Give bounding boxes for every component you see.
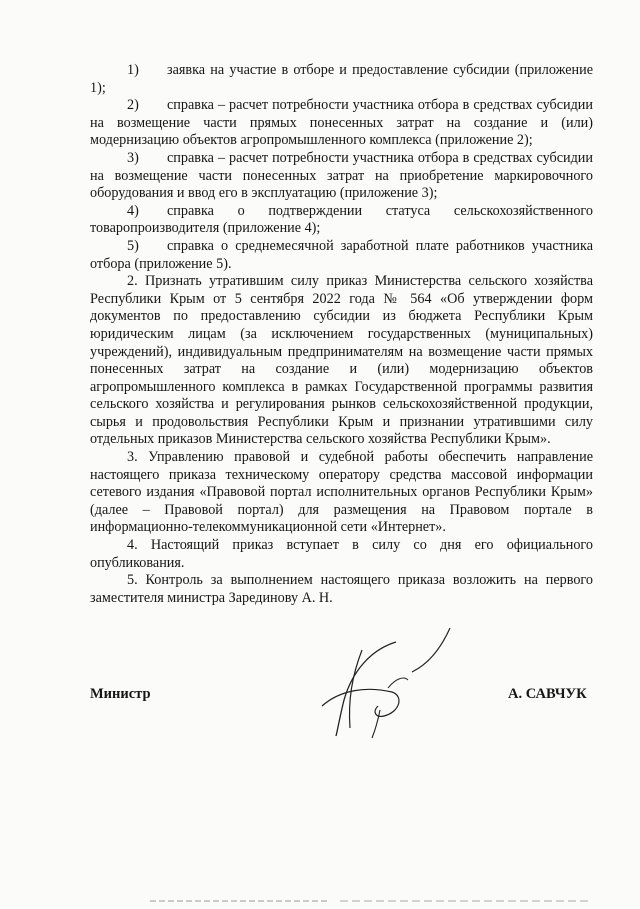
handwritten-signature [300,620,460,740]
list-item-text: справка – расчет потребности участника отбора в средствах субсидии на возмещение части понесенных затрат на приобретение маркировочного оборудования и ввод его в эксплуатацию (приложение 3); [90,149,593,202]
document-body [90,62,593,607]
list-item [90,97,593,150]
signatory-name: А. САВЧУК [508,686,587,702]
list-item-number: 2) [127,97,139,114]
list-item-text: справка о подтверждении статуса сельскохозяйственного товаропроизводителя (приложение 4); [90,202,593,237]
list-item-text: справка о среднемесячной заработной плате работников участника отбора (приложение 5). [90,237,593,272]
footer-rule [0,895,640,909]
list-item [90,150,593,203]
list-item-number: 4) [127,202,139,219]
paragraph-4: 4. Настоящий приказ вступает в силу со дня его официального опубликования. [90,537,593,571]
list-item [90,62,593,97]
list-item [90,238,593,273]
paragraph-5: 5. Контроль за выполнением настоящего приказа возложить на первого заместителя министра Зарединову А. Н. [90,572,593,606]
list-item-text: справка – расчет потребности участника отбора в средствах субсидии на возмещение части прямых понесенных затрат на создание и (или) модернизацию объектов агропромышленного комплекса (приложение 2); [90,97,593,149]
list-item-text: заявка на участие в отборе и предоставление субсидии (приложение 1); [90,62,593,96]
list-item-number: 3) [127,149,139,166]
list-item-number: 5) [127,237,139,254]
list-item [90,203,593,238]
list-item-number: 1) [127,62,139,78]
paragraph-3: 3. Управлению правовой и судебной работы обеспечить направление настоящего приказа техническому оператору средства массовой информации сетевого издания «Правовой портал исполнительных органов Республики Крым» (далее – Правовой портал) для размещения на Правовом портале в информационно-телекоммуникационной сети «Интернет». [90,449,593,536]
signatory-position: Министр [90,686,151,702]
paragraph-2: 2. Признать утратившим силу приказ Министерства сельского хозяйства Республики Крым от 5 сентября 2022 года № 564 «Об утверждении форм документов по предоставлению субсидии из бюджета Республики Крым юридическим лицам (за исключением государственных (муниципальных) учреждений), индивидуальным предпринимателям на возмещение части прямых понесенных затрат на создание и (или) модернизацию объектов агропромышленного комплекса в рамках Государственной программы развития сельского хозяйства и регулирования рынков сельскохозяйственной продукции, сырья и продовольствия Республики Крым и признании утратившими силу отдельных приказов Министерства сельского хозяйства Республики Крым». [90,273,593,448]
